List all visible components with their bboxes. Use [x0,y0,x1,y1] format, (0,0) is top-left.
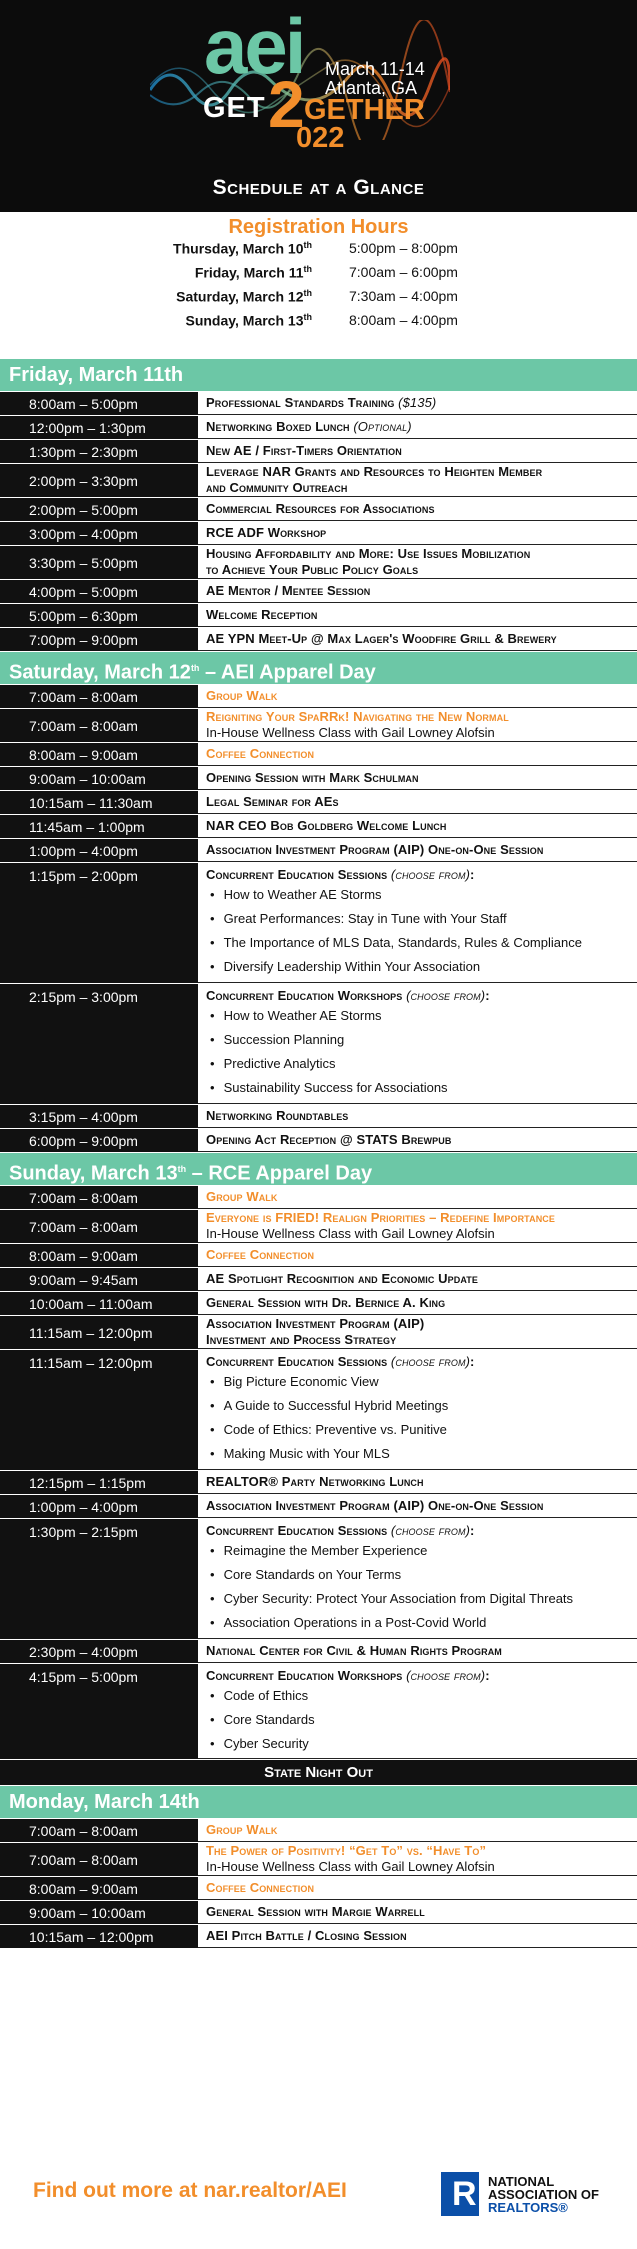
registration-day: Sunday, March 13th [185,312,312,329]
schedule-row [0,1639,637,1663]
monday-schedule [0,1818,637,1948]
session-title: General Session with Dr. Bernice A. King [206,1295,446,1310]
session-title: New AE / First-Timers Orientation [206,443,402,458]
session-details [198,1292,637,1315]
event-dates [325,60,425,98]
session-title: Association Investment Program (AIP) [206,1316,425,1331]
schedule-row [0,463,637,497]
registration-row [0,312,637,336]
session-option: • Code of Ethics [206,1684,637,1708]
registration-day: Thursday, March 10th [173,240,312,257]
session-details [198,1186,637,1209]
session-title: Leverage NAR Grants and Resources to Heighten Member [206,464,543,479]
schedule-row [0,790,637,814]
session-details [198,498,637,521]
realtor-r-letter: R [452,2175,477,2213]
schedule-row [0,814,637,838]
session-time: 3:30pm – 5:00pm [0,546,198,579]
session-title: Concurrent Education Workshops (choose from): [206,988,490,1003]
schedule-row [0,1818,637,1842]
session-time: 12:15pm – 1:15pm [0,1471,198,1494]
session-title: Commercial Resources for Associations [206,501,435,516]
session-title: Everyone is FRIED! Realign Priorities – Redefine Importance [206,1210,555,1225]
session-time: 6:00pm – 9:00pm [0,1129,198,1152]
session-details [198,815,637,838]
registration-time: 7:00am – 6:00pm [349,264,458,280]
two-glyph: 2 [268,67,305,141]
session-details [198,522,637,545]
event-location: Atlanta, GA [325,78,418,98]
session-time: 7:00am – 8:00am [0,1210,198,1243]
registration-hours [0,212,637,358]
session-option: • Code of Ethics: Preventive vs. Punitive [206,1418,637,1442]
schedule-row [0,545,637,579]
aei-logo: aei [204,2,304,90]
session-title: Association Investment Program (AIP) One-on-One Session [206,842,544,857]
session-time: 1:00pm – 4:00pm [0,839,198,862]
schedule-row [0,521,637,545]
registration-title: Registration Hours [228,216,409,238]
session-subtitle: In-House Wellness Class with Gail Lowney Alofsin [206,1226,495,1241]
choose-from-note: (choose from) [390,1354,470,1369]
session-time: 7:00am – 8:00am [0,1186,198,1209]
session-time: 8:00am – 5:00pm [0,392,198,415]
session-details [198,1210,637,1243]
session-title: Group Walk [206,1822,278,1837]
session-title: Group Walk [206,688,278,703]
session-time: 10:15am – 11:30am [0,791,198,814]
registration-time: 5:00pm – 8:00pm [349,240,458,256]
session-time: 2:00pm – 5:00pm [0,498,198,521]
registration-row [0,240,637,264]
event-date: March 11-14 [325,59,425,79]
session-time: 11:45am – 1:00pm [0,815,198,838]
year-text: 022 [296,122,345,154]
session-option: • Cyber Security: Protect Your Association from Digital Threats [206,1587,637,1611]
session-title: Opening Session with Mark Schulman [206,770,419,785]
session-title: Coffee Connection [206,1247,315,1262]
schedule-row [0,1494,637,1518]
session-title: Networking Boxed Lunch (Optional) [206,419,412,434]
session-details [198,685,637,708]
session-subtitle: In-House Wellness Class with Gail Lowney Alofsin [206,725,495,740]
session-details [198,1819,637,1842]
registration-row [0,264,637,288]
session-details [198,1495,637,1518]
schedule-row [0,862,637,983]
session-option: • Predictive Analytics [206,1052,637,1076]
session-details [198,863,637,983]
session-title-line2: and Community Outreach [206,480,348,495]
session-option: • Diversify Leadership Within Your Association [206,955,637,979]
session-details [198,392,637,415]
session-details [198,1925,637,1948]
session-title: Professional Standards Training ($135) [206,395,437,410]
session-time: 9:00am – 9:45am [0,1268,198,1291]
session-time: 10:15am – 12:00pm [0,1925,198,1948]
session-time: 3:15pm – 4:00pm [0,1105,198,1128]
session-time: 2:15pm – 3:00pm [0,984,198,1104]
session-details [198,604,637,627]
schedule-row [0,415,637,439]
schedule-row [0,1315,637,1349]
session-option: • Making Music with Your MLS [206,1442,637,1466]
session-title: General Session with Margie Warrell [206,1904,425,1919]
session-time: 5:00pm – 6:30pm [0,604,198,627]
session-time: 8:00am – 9:00am [0,1244,198,1267]
choose-from-note: (choose from) [406,1668,486,1683]
registration-time: 8:00am – 4:00pm [349,312,458,328]
session-time: 1:30pm – 2:30pm [0,440,198,463]
session-details [198,1877,637,1900]
schedule-row [0,603,637,627]
day-heading-saturday: Saturday, March 12th – AEI Apparel Day [0,651,637,684]
session-time: 4:15pm – 5:00pm [0,1664,198,1759]
session-details [198,628,637,651]
session-details [198,416,637,439]
session-time: 7:00am – 8:00am [0,1819,198,1842]
schedule-row [0,766,637,790]
session-details [198,1350,637,1470]
schedule-row [0,1900,637,1924]
session-time: 1:15pm – 2:00pm [0,863,198,983]
schedule-row [0,684,637,708]
session-title: Concurrent Education Sessions (choose from): [206,1523,475,1538]
sunday-schedule [0,1185,637,1759]
session-option: • Big Picture Economic View [206,1370,637,1394]
schedule-row [0,742,637,766]
session-title: Opening Act Reception @ STATS Brewpub [206,1132,452,1147]
session-details [198,1664,637,1759]
session-details [198,580,637,603]
schedule-row [0,1470,637,1494]
session-time: 12:00pm – 1:30pm [0,416,198,439]
session-time: 9:00am – 10:00am [0,1901,198,1924]
session-option: • Succession Planning [206,1028,637,1052]
schedule-row [0,1128,637,1152]
day-heading-friday: Friday, March 11th [0,358,637,391]
session-details [198,1244,637,1267]
friday-schedule [0,391,637,651]
gether-text: GETHER [304,94,425,126]
schedule-row [0,497,637,521]
session-time: 1:00pm – 4:00pm [0,1495,198,1518]
session-title: AE Mentor / Mentee Session [206,583,371,598]
session-title: Networking Roundtables [206,1108,349,1123]
schedule-row [0,838,637,862]
session-title: Welcome Reception [206,607,318,622]
schedule-row [0,1209,637,1243]
session-option: • Core Standards on Your Terms [206,1563,637,1587]
session-time: 7:00am – 8:00am [0,709,198,742]
session-title: Concurrent Education Sessions (choose from): [206,867,475,882]
session-note: (Optional) [353,419,412,434]
day-heading-sunday: Sunday, March 13th – RCE Apparel Day [0,1152,637,1185]
schedule-row [0,1104,637,1128]
session-time: 4:00pm – 5:00pm [0,580,198,603]
schedule-row [0,1267,637,1291]
schedule-row [0,1842,637,1876]
session-details [198,1843,637,1876]
registration-time: 7:30am – 4:00pm [349,288,458,304]
session-time: 7:00am – 8:00am [0,1843,198,1876]
session-details [198,1471,637,1494]
choose-from-note: (choose from) [390,867,470,882]
schedule-row [0,1876,637,1900]
session-time: 3:00pm – 4:00pm [0,522,198,545]
schedule-row [0,391,637,415]
schedule-row [0,1518,637,1639]
session-details [198,1519,637,1639]
session-note: ($135) [398,395,437,410]
session-option: • How to Weather AE Storms [206,883,637,907]
session-title: AE Spotlight Recognition and Economic Update [206,1271,478,1286]
registration-day: Friday, March 11th [194,264,312,281]
schedule-row [0,1291,637,1315]
session-title: AEI Pitch Battle / Closing Session [206,1928,407,1943]
session-time: 11:15am – 12:00pm [0,1316,198,1349]
schedule-row [0,1663,637,1759]
session-details [198,984,637,1104]
nar-wordmark: NATIONAL ASSOCIATION OF REALTORS® [488,2174,599,2215]
session-title: Coffee Connection [206,1880,315,1895]
session-time: 8:00am – 9:00am [0,1877,198,1900]
day-heading-monday: Monday, March 14th [0,1785,637,1818]
schedule-row [0,1349,637,1470]
session-details [198,791,637,814]
session-option: • Core Standards [206,1708,637,1732]
session-title: Reigniting Your SpaRRk! Navigating the New Normal [206,709,509,724]
session-option: • Great Performances: Stay in Tune with Your Staff [206,907,637,931]
session-title-line2: Investment and Process Strategy [206,1332,397,1347]
session-title-line2: to Achieve Your Public Policy Goals [206,562,419,577]
registration-day: Saturday, March 12th [176,288,312,305]
session-details [198,709,637,742]
session-title: National Center for Civil & Human Rights Program [206,1643,502,1658]
session-title: Association Investment Program (AIP) One-on-One Session [206,1498,544,1513]
session-details [198,546,637,579]
session-option: • Association Operations in a Post-Covid World [206,1611,637,1635]
session-details [198,1316,637,1349]
session-time: 7:00pm – 9:00pm [0,628,198,651]
session-time: 2:30pm – 4:00pm [0,1640,198,1663]
choose-from-note: (choose from) [406,988,486,1003]
session-details [198,767,637,790]
schedule-row [0,579,637,603]
session-title: Concurrent Education Workshops (choose from): [206,1668,490,1683]
schedule-title: Schedule at a Glance [0,155,637,212]
footer [0,2142,637,2249]
session-title: Concurrent Education Sessions (choose from): [206,1354,475,1369]
session-subtitle: In-House Wellness Class with Gail Lowney Alofsin [206,1859,495,1874]
event-banner [0,0,637,155]
session-option: • How to Weather AE Storms [206,1004,637,1028]
saturday-schedule [0,684,637,1152]
session-details [198,464,637,497]
find-out-more-link[interactable]: Find out more at nar.realtor/AEI [33,2179,347,2202]
session-time: 8:00am – 9:00am [0,743,198,766]
session-time: 10:00am – 11:00am [0,1292,198,1315]
session-option: • The Importance of MLS Data, Standards, Rules & Compliance [206,931,637,955]
schedule-row [0,708,637,742]
session-time: 1:30pm – 2:15pm [0,1519,198,1639]
state-night-out-banner: State Night Out [0,1759,637,1785]
session-details [198,440,637,463]
schedule-row [0,983,637,1104]
session-option: • Reimagine the Member Experience [206,1539,637,1563]
session-title: Group Walk [206,1189,278,1204]
session-title: Coffee Connection [206,746,315,761]
session-option: • Sustainability Success for Associations [206,1076,637,1100]
session-details [198,1105,637,1128]
session-details [198,743,637,766]
registration-row [0,288,637,312]
session-title: NAR CEO Bob Goldberg Welcome Lunch [206,818,447,833]
session-details [198,839,637,862]
session-time: 11:15am – 12:00pm [0,1350,198,1470]
schedule-row [0,627,637,651]
session-time: 7:00am – 8:00am [0,685,198,708]
session-time: 2:00pm – 3:30pm [0,464,198,497]
choose-from-note: (choose from) [390,1523,470,1538]
session-title: Legal Seminar for AEs [206,794,339,809]
schedule-row [0,439,637,463]
session-title: Housing Affordability and More: Use Issues Mobilization [206,546,531,561]
session-option: • A Guide to Successful Hybrid Meetings [206,1394,637,1418]
session-title: The Power of Positivity! “Get To” vs. “Have To” [206,1843,487,1858]
session-time: 9:00am – 10:00am [0,767,198,790]
schedule-row [0,1243,637,1267]
schedule-row [0,1185,637,1209]
session-details [198,1901,637,1924]
session-title: AE YPN Meet-Up @ Max Lager's Woodfire Grill & Brewery [206,631,557,646]
get-text: GET [203,92,266,124]
session-option: • Cyber Security [206,1732,637,1756]
session-details [198,1129,637,1152]
session-title: REALTOR® Party Networking Lunch [206,1474,424,1489]
session-title: RCE ADF Workshop [206,525,327,540]
session-details [198,1268,637,1291]
session-details [198,1640,637,1663]
schedule-row [0,1924,637,1948]
